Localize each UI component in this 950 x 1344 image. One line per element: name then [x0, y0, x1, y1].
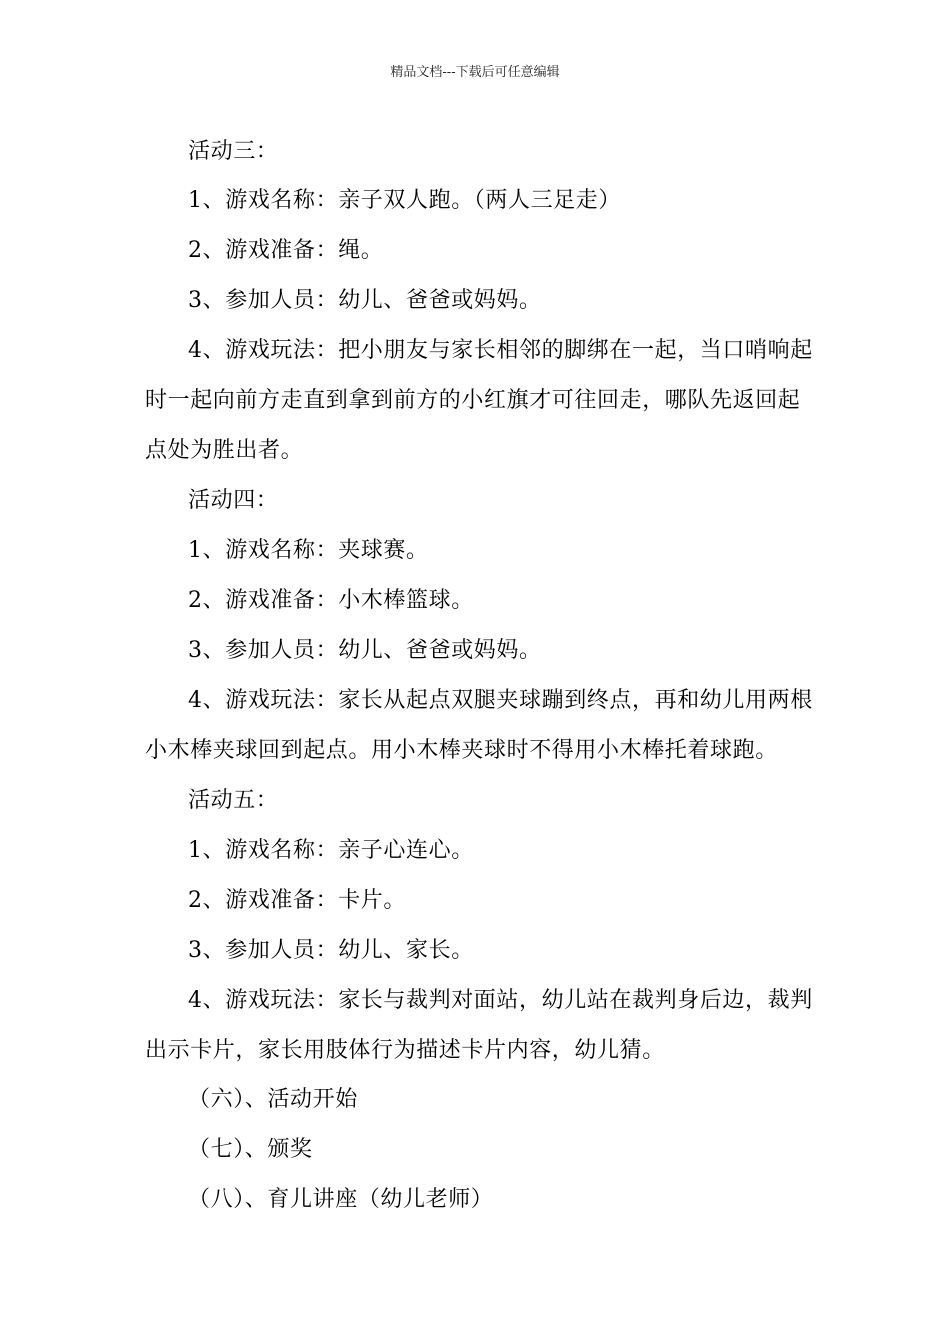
list-item-awards: （七）、颁奖: [188, 1137, 313, 1162]
paragraph-line: 出示卡片，家长用肢体行为描述卡片内容，幼儿猜。: [145, 1038, 665, 1063]
section-heading-activity-4: 活动四：: [188, 488, 279, 513]
paragraph-line: 小木棒夹球回到起点。用小木棒夹球时不得用小木棒托着球跑。: [145, 738, 778, 763]
paragraph-line: 3、参加人员：幼儿、家长。: [188, 938, 474, 963]
paragraph-line: 3、参加人员：幼儿、爸爸或妈妈。: [188, 288, 542, 313]
section-heading-activity-3: 活动三：: [188, 139, 279, 164]
page-header: 精品文档---下载后可任意编辑: [390, 65, 560, 80]
paragraph-line: 时一起向前方走直到拿到前方的小红旗才可往回走，哪队先返回起: [145, 388, 801, 413]
paragraph-line: 2、游戏准备：卡片。: [188, 888, 406, 913]
paragraph-line: 1、游戏名称：夹球赛。: [188, 538, 429, 563]
list-item-activity-start: （六）、活动开始: [188, 1087, 358, 1112]
paragraph-line: 3、参加人员：幼儿、爸爸或妈妈。: [188, 638, 542, 663]
paragraph-line: 1、游戏名称：亲子心连心。: [188, 838, 474, 863]
paragraph-line: 2、游戏准备：绳。: [188, 238, 384, 263]
paragraph-line: 2、游戏准备：小木棒篮球。: [188, 588, 474, 613]
paragraph-line: 点处为胜出者。: [145, 438, 304, 463]
paragraph-line: 4、游戏玩法：家长从起点双腿夹球蹦到终点，再和幼儿用两根: [188, 688, 813, 713]
section-heading-activity-5: 活动五：: [188, 788, 279, 813]
list-item-parenting-lecture: （八）、育儿讲座（幼儿老师）: [188, 1187, 494, 1212]
paragraph-line: 4、游戏玩法：把小朋友与家长相邻的脚绑在一起，当口哨响起: [188, 338, 813, 363]
paragraph-line: 1、游戏名称：亲子双人跑。（两人三足走）: [188, 188, 621, 213]
paragraph-line: 4、游戏玩法：家长与裁判对面站，幼儿站在裁判身后边，裁判: [188, 988, 813, 1013]
